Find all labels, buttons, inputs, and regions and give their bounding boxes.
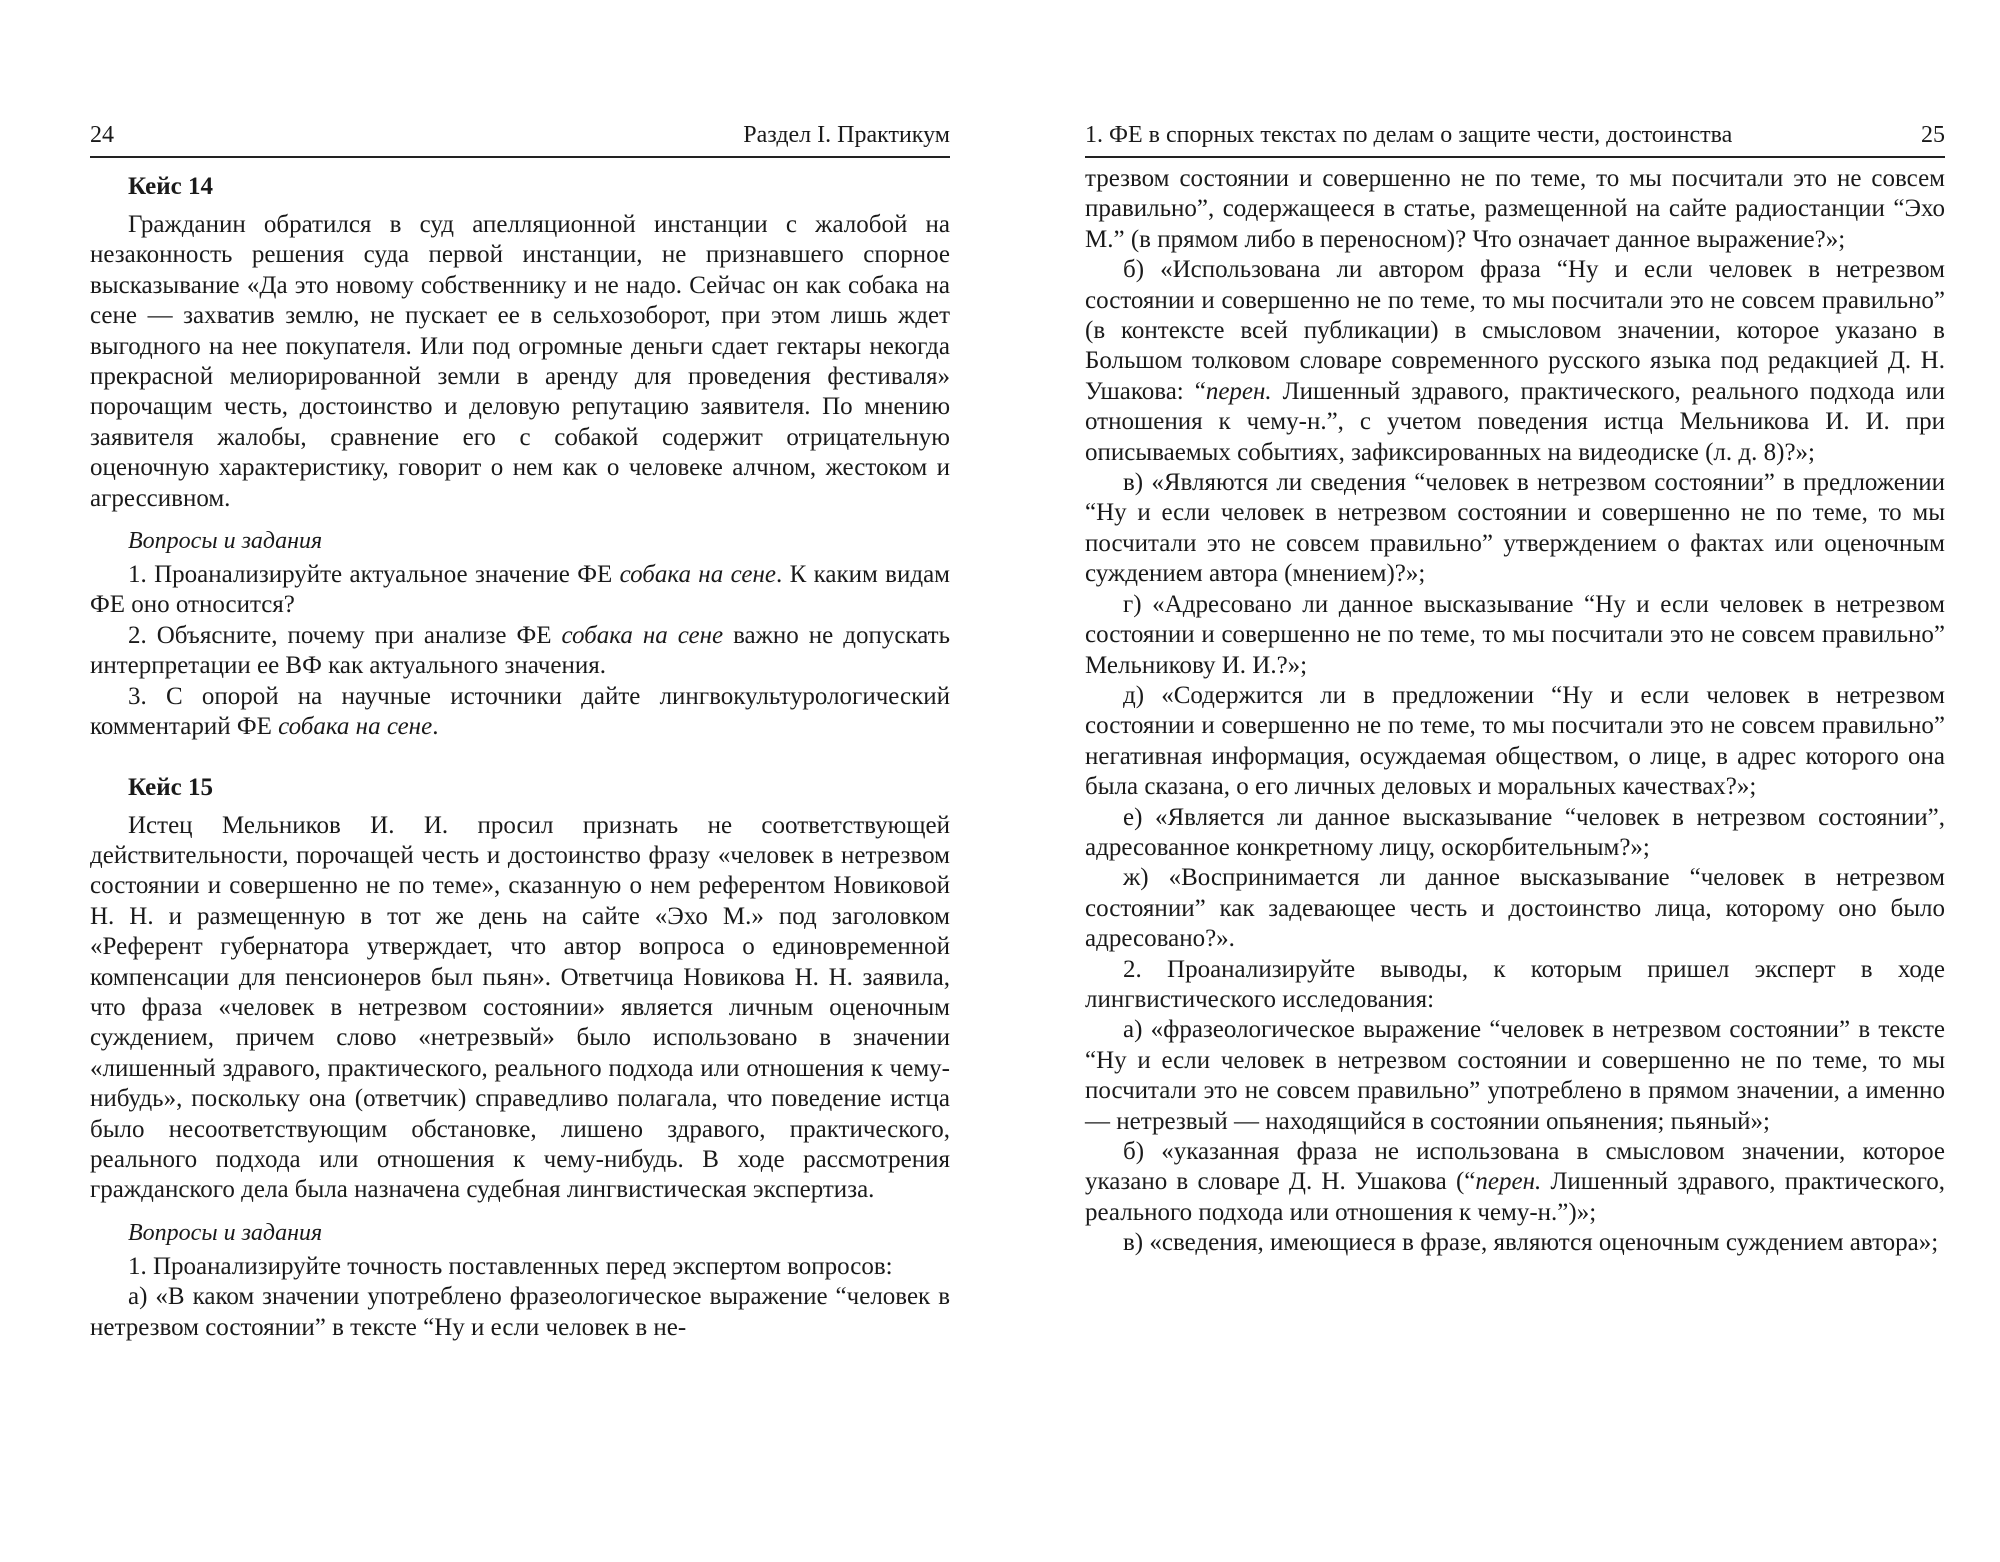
case-14-question-2: 2. Объясните, почему при анализе ФЕ собака на сене важно не допускать интерпретации ее ВФ как актуального значения.: [90, 621, 950, 680]
case-14-question-3: 3. С опорой на научные источники дайте лингвокультурологический комментарий ФЕ собака на сене.: [90, 682, 950, 741]
continued-paragraph: трезвом состоянии и совершенно не по теме, то мы посчитали это не совсем правильно”, содержащееся в статье, размещенной на сайте радиостанции “Эхо М.” (в прямом либо в переносном)? Что означает данное выражение?»;: [1085, 165, 1945, 253]
question-1d: д) «Содержится ли в предложении “Ну и если человек в нетрезвом состоянии и совершенно не по теме, то мы посчитали это не совсем правильно” негативная информация, осуждаемая обществом, о лице, в адрес которого она была сказана, о его личных деловых и моральных качествах?»;: [1085, 681, 1945, 801]
right-page: [1085, 0, 1945, 1562]
left-running-head: [90, 120, 950, 158]
case-15-question-1: 1. Проанализируйте точность поставленных перед экспертом вопросов:: [128, 1252, 893, 1280]
question-2v: в) «сведения, имеющиеся в фразе, являются оценочным суждением автора»;: [1123, 1229, 1939, 1257]
page-number: 25: [1921, 122, 1945, 148]
page-number: 24: [90, 122, 114, 148]
right-running-head: [1085, 120, 1945, 158]
right-body: [1085, 164, 1945, 1259]
question-1b: б) «Использована ли автором фраза “Ну и если человек в нетрезвом состоянии и совершенно не по теме, то мы посчитали это не совсем правильно” (в контексте всей публикации) в смысловом значении, которое указано в Большом толковом словаре современного русского языка под редакцией Д. Н. Ушакова: “перен. Лишенный здравого, практического, реального подхода или отношения к чему-н.”, с учетом поведения истца Мельникова И. И. при описываемых событиях, зафиксированных на видеодиске (л. д. 8)?»;: [1085, 256, 1945, 466]
case-15-title: Кейс 15: [128, 773, 214, 801]
case-15-questions-label: Вопросы и задания: [128, 1219, 323, 1246]
left-page: [90, 0, 950, 1562]
case-15-question-1a: а) «В каком значении употреблено фразеологическое выражение “человек в нетрезвом состоянии” в тексте “Ну и если человек в не-: [90, 1283, 950, 1341]
running-title: 1. ФЕ в спорных текстах по делам о защите чести, достоинства: [1085, 122, 1733, 148]
left-body: [90, 164, 950, 1343]
question-1zh: ж) «Воспринимается ли данное высказывание “человек в нетрезвом состоянии” как задевающее честь и достоинство лица, которому оно было адресовано?».: [1085, 864, 1945, 953]
case-14-paragraph: Гражданин обратился в суд апелляционной инстанции с жалобой на незаконность решения суда первой инстанции, не признавшего спорное высказывание «Да это новому собственнику и не надо. Сейчас он как собака на сене — захватив землю, не пускает ее в сельхозоборот, при этом лишь ждет выгодного на нее покупателя. Или под огромные деньги сдает гектары некогда прекрасной мелиорированной земли в аренду для проведения фестиваля» порочащим честь, достоинство и деловую репутацию заявителя. По мнению заявителя жалобы, сравнение его с собакой содержит отрицательную оценочную характеристику, говорит о нем как о человеке алчном, жестоком и агрессивном.: [90, 211, 950, 512]
question-1v: в) «Являются ли сведения “человек в нетрезвом состоянии” в предложении “Ну и если человек в нетрезвом состоянии и совершенно не по теме, то мы посчитали это не совсем правильно” утверждением о фактах или оценочным суждением автора (мнением)?»;: [1085, 469, 1945, 588]
question-1g: г) «Адресовано ли данное высказывание “Ну и если человек в нетрезвом состоянии и совершенно не по теме, то мы посчитали это не совсем правильно” Мельникову И. И.?»;: [1085, 590, 1945, 679]
question-2: 2. Проанализируйте выводы, к которым пришел эксперт в ходе лингвистического исследования:: [1085, 955, 1945, 1013]
spacer: [90, 743, 950, 765]
case-14-questions-label: Вопросы и задания: [128, 528, 323, 555]
case-14-title: Кейс 14: [128, 173, 214, 200]
question-2b: б) «указанная фраза не использована в смысловом значении, которое указано в словаре Д. Н. Ушакова (“перен. Лишенный здравого, практического, реального подхода или отношения к чему-н.”)»;: [1085, 1138, 1945, 1226]
question-2a: а) «фразеологическое выражение “человек в нетрезвом состоянии” в тексте “Ну и если человек в нетрезвом состоянии и совершенно не по теме, то мы посчитали это не совсем правильно” употреблено в прямом значении, а именно — нетрезвый — находящийся в состоянии опьянения; пьяный»;: [1085, 1016, 1945, 1135]
case-15-paragraph: Истец Мельников И. И. просил признать не соответствующей действительности, порочащей честь и достоинство фразу «человек в нетрезвом состоянии и совершенно не по теме», сказанную о нем референтом Новиковой Н. Н. и размещенную в тот же день на сайте «Эхо М.» под заголовком «Референт губернатора утверждает, что автор вопроса о единовременной компенсации для пенсионеров был пьян». Ответчица Новикова Н. Н. заявила, что фраза «человек в нетрезвом состоянии» является личным оценочным суждением, причем слово «нетрезвый» было использовано в значении «лишенный здравого, практического, реального подхода или отношения к чему-нибудь», поскольку она (ответчик) справедливо полагала, что поведение истца было несоответствующим обстановке, лишено здравого, практического, реального подхода или отношения к чему-нибудь. В ходе рассмотрения гражданского дела была назначена судебная лингвистическая экспертиза.: [90, 811, 950, 1204]
question-1e: е) «Является ли данное высказывание “человек в нетрезвом состоянии”, адресованное конкретному лицу, оскорбительным?»;: [1085, 803, 1945, 861]
running-title: Раздел I. Практикум: [743, 122, 950, 148]
case-14-question-1: 1. Проанализируйте актуальное значение ФЕ собака на сене. К каким видам ФЕ оно относится?: [90, 561, 951, 619]
